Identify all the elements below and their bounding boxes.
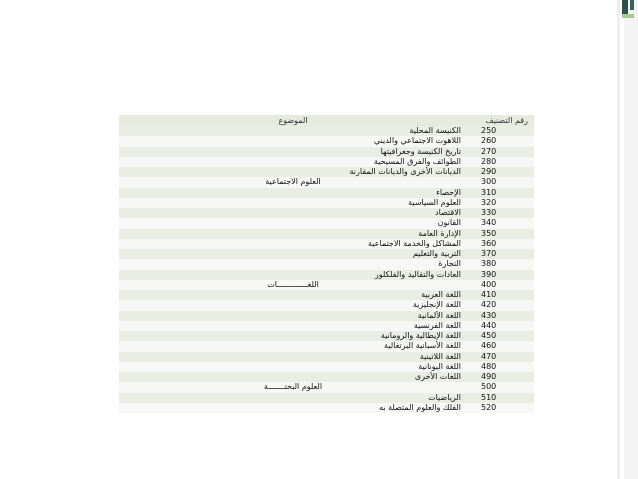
table-row — [119, 280, 534, 290]
side-strip-decoration — [617, 0, 620, 479]
classification-number-cell: 400 — [467, 280, 534, 290]
table-row — [119, 311, 534, 321]
classification-number-cell: 520 — [467, 403, 534, 413]
table-row — [119, 382, 534, 392]
topic-cell: اللغة اللاتينية — [119, 352, 467, 362]
section-heading-cell: العلوم الاجتماعية — [119, 177, 467, 187]
topic-cell: اللغة العربية — [119, 290, 467, 300]
classification-number-cell: 250 — [467, 126, 534, 136]
table-row — [119, 352, 534, 362]
classification-number-cell: 510 — [467, 393, 534, 403]
topic-cell: الديانات الأخرى والديانات المقارنة — [119, 167, 467, 177]
table-row — [119, 393, 534, 403]
topic-cell: اللغات الأخرى — [119, 372, 467, 382]
classification-number-cell: 350 — [467, 229, 534, 239]
topic-cell: الإدارة العامة — [119, 229, 467, 239]
classification-number-cell: 320 — [467, 198, 534, 208]
topic-cell: العادات والتقاليد والفلكلور — [119, 270, 467, 280]
classification-number-cell: 470 — [467, 352, 534, 362]
classification-number-cell: 390 — [467, 270, 534, 280]
table-row — [119, 157, 534, 167]
table-row — [119, 167, 534, 177]
corner-ribbon-dark-secondary — [630, 0, 634, 10]
table-row — [119, 147, 534, 157]
table-row — [119, 331, 534, 341]
classification-number-cell: 420 — [467, 300, 534, 310]
topic-cell: الكنيسة المحلية — [119, 126, 467, 136]
table-header-row — [119, 115, 534, 126]
topic-cell: الطوائف والفرق المسيحية — [119, 157, 467, 167]
classification-number-cell: 340 — [467, 218, 534, 228]
classification-number-cell: 270 — [467, 147, 534, 157]
classification-number-cell: 460 — [467, 341, 534, 351]
classification-table — [119, 115, 534, 413]
table-row — [119, 136, 534, 146]
classification-number-cell: 280 — [467, 157, 534, 167]
classification-table-container — [119, 115, 534, 413]
corner-ribbon-dark — [622, 0, 628, 14]
topic-cell: الاقتصاد — [119, 208, 467, 218]
table-row — [119, 126, 534, 136]
table-row — [119, 218, 534, 228]
table-row — [119, 300, 534, 310]
table-row — [119, 403, 534, 413]
classification-number-cell: 300 — [467, 177, 534, 187]
topic-cell: اللغة الفرنسية — [119, 321, 467, 331]
topic-cell: الإحصاء — [119, 188, 467, 198]
table-row — [119, 229, 534, 239]
topic-cell: الفلك والعلوم المتصلة به — [119, 403, 467, 413]
table-row — [119, 249, 534, 259]
header-classification-number: رقم التصنيف — [467, 115, 534, 126]
topic-cell: الرياضيات — [119, 393, 467, 403]
topic-cell: المشاكل والخدمة الاجتماعية — [119, 239, 467, 249]
table-row — [119, 362, 534, 372]
side-bar-decoration — [624, 0, 638, 479]
classification-number-cell: 370 — [467, 249, 534, 259]
corner-ribbon-green — [622, 14, 634, 18]
classification-number-cell: 310 — [467, 188, 534, 198]
classification-number-cell: 500 — [467, 382, 534, 392]
table-row — [119, 270, 534, 280]
table-row — [119, 321, 534, 331]
classification-number-cell: 330 — [467, 208, 534, 218]
classification-number-cell: 440 — [467, 321, 534, 331]
table-row — [119, 341, 534, 351]
table-row — [119, 177, 534, 187]
table-row — [119, 208, 534, 218]
topic-cell: اللغة الإنجليزية — [119, 300, 467, 310]
topic-cell: اللغة اليونانية — [119, 362, 467, 372]
topic-cell: اللغة الإيطالية والرومانية — [119, 331, 467, 341]
table-row — [119, 198, 534, 208]
classification-number-cell: 360 — [467, 239, 534, 249]
classification-number-cell: 260 — [467, 136, 534, 146]
topic-cell: تاريخ الكنيسة وجغرافيتها — [119, 147, 467, 157]
classification-number-cell: 410 — [467, 290, 534, 300]
classification-number-cell: 480 — [467, 362, 534, 372]
classification-number-cell: 450 — [467, 331, 534, 341]
table-row — [119, 239, 534, 249]
table-row — [119, 372, 534, 382]
classification-number-cell: 490 — [467, 372, 534, 382]
section-heading-cell: اللغـــــــــــــات — [119, 280, 467, 290]
topic-cell: العلوم السياسية — [119, 198, 467, 208]
topic-cell: اللغة الألمانية — [119, 311, 467, 321]
table-row — [119, 290, 534, 300]
table-body — [119, 126, 534, 413]
topic-cell: التربية والتعليم — [119, 249, 467, 259]
classification-number-cell: 380 — [467, 259, 534, 269]
topic-cell: القانون — [119, 218, 467, 228]
topic-cell: التجارة — [119, 259, 467, 269]
table-row — [119, 259, 534, 269]
classification-number-cell: 290 — [467, 167, 534, 177]
table-row — [119, 188, 534, 198]
topic-cell: اللاهوت الاجتماعي والديني — [119, 136, 467, 146]
header-topic: الموضوع — [119, 115, 467, 126]
topic-cell: اللغة الأسبانية البرتغالية — [119, 341, 467, 351]
section-heading-cell: العلوم البحتـــــــة — [119, 382, 467, 392]
classification-number-cell: 430 — [467, 311, 534, 321]
